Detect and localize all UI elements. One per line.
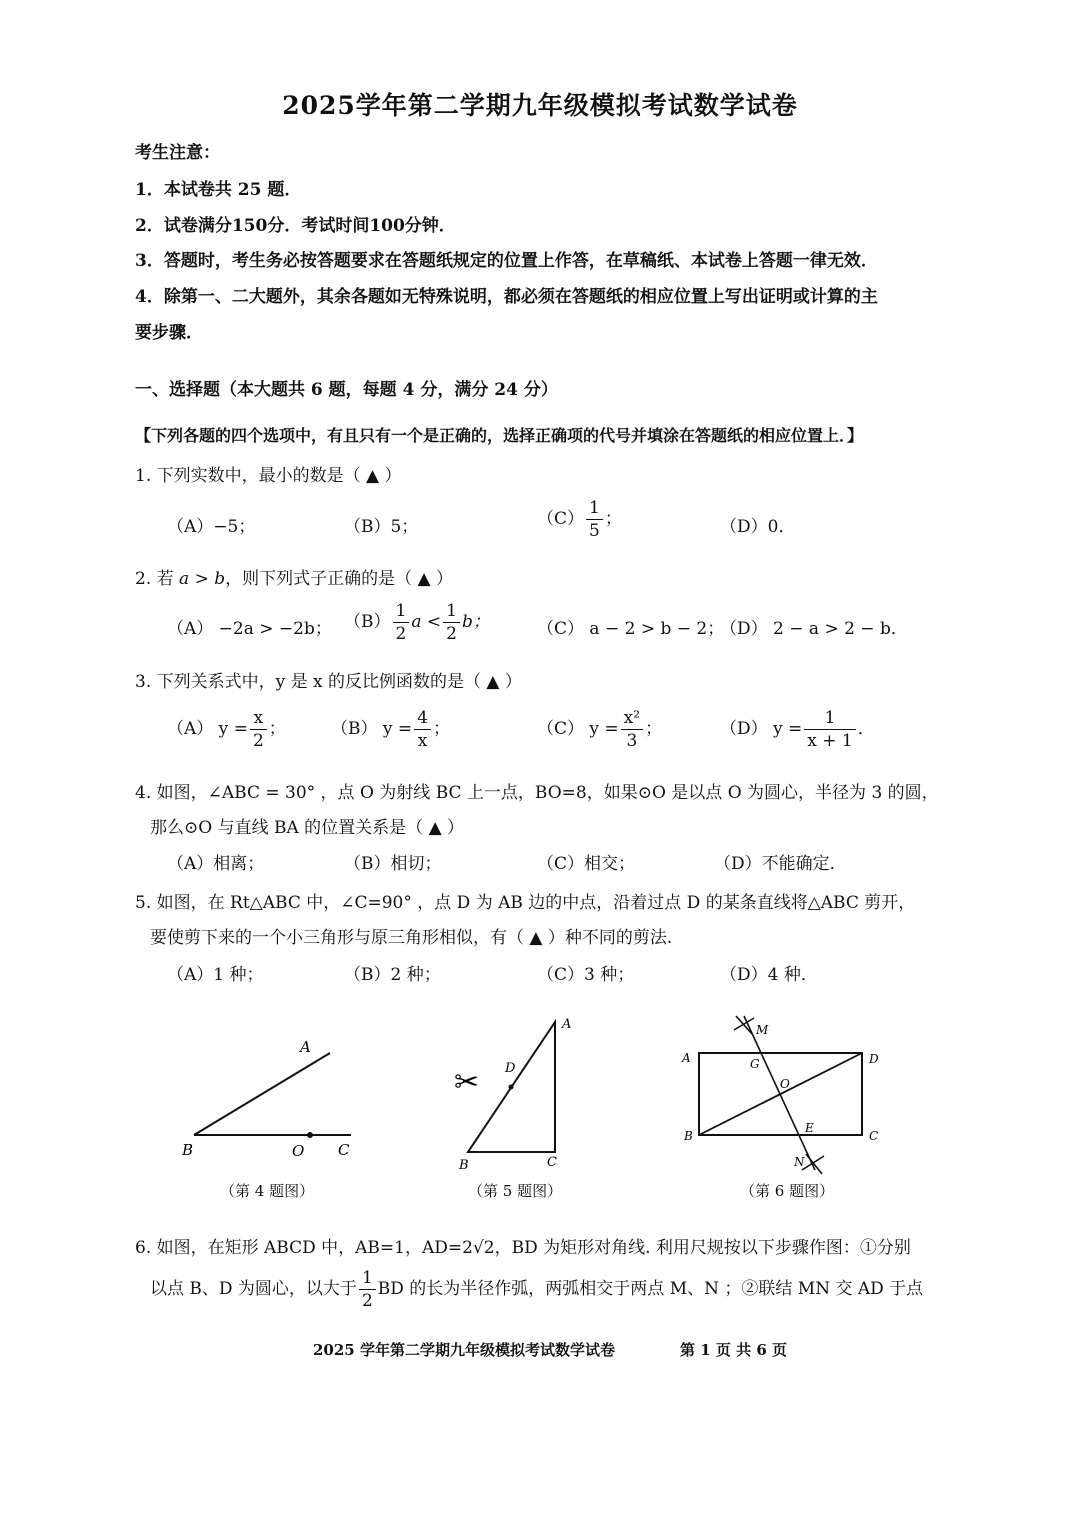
point-d [509,1085,514,1090]
q3-c-den: 3 [626,731,638,751]
arc-m-2 [736,1016,752,1034]
q3-option-b [331,707,450,752]
q6-frac-den: 2 [361,1291,373,1311]
question-5-line-2: 要使剪下来的一个小三角形与原三角形相似，有（ ▲ ）种不同的剪法. [150,928,673,948]
notice-item-3: 3．答题时，考生务必按答题要求在答题纸规定的位置上作答，在草稿纸、本试卷上答题一律无效． [135,251,878,271]
question-4-line-1: 4. 如图，∠ABC = 30° ，点 O 为射线 BC 上一点，BO=8，如果⊙O 是以点 O 为圆心，半径为 3 的圆， [135,783,939,803]
q1-c-fraction [586,497,603,542]
figure-6-caption: （第 6 题图） [740,1182,835,1200]
q3-b-num: 4 [414,707,431,730]
q3-b-sep: ； [432,719,450,739]
q5-option-a: （A）1 种； [167,965,264,985]
q6-line2-post: BD 的长为半径作弧，两弧相交于两点 M、N ；②联结 MN 交 AD 于点 [377,1279,924,1299]
ray-ba [194,1053,330,1135]
label-o: O [292,1142,305,1160]
label-a: A [682,1051,691,1065]
q3-d-end: ． [857,719,875,739]
label-a: A [562,1017,572,1032]
question-1-stem: 1. 下列实数中，最小的数是（ ▲ ） [135,466,402,486]
q3-c-fraction [621,707,643,752]
q5-option-b: （B）2 种； [344,965,441,985]
q1-option-a: （A）−5； [167,517,256,537]
label-c: C [338,1141,350,1159]
q2-stem-post: ，则下列式子正确的是（ ▲ ） [225,569,453,589]
q3-b-fraction [414,707,431,752]
point-o [307,1132,313,1138]
q5-option-c: （C）3 种； [537,965,635,985]
notice-item-2: 2．试卷满分150分．考试时间100分钟． [135,216,456,236]
q4-option-d: （D）不能确定． [714,854,847,874]
q2-option-c: （C） a − 2 > b − 2； [537,619,725,639]
q2-b-fraction-1 [393,600,410,645]
page-title: 2025学年第二学期九年级模拟考试数学试卷 [282,91,798,120]
notice-item-4-cont: 要步骤． [135,323,203,343]
q2-b-frac2-num: 1 [443,600,460,623]
notice-item-4: 4．除第一、二大题外，其余各题如无特殊说明，都必须在答题纸的相应位置上写出证明或计算的主 [135,287,878,307]
label-a: A [300,1038,311,1056]
label-n: N [794,1155,805,1169]
q1-option-d: （D）0． [720,517,796,537]
q3-a-fraction [250,707,267,752]
q2-b-mid: a < [411,612,442,632]
q1-c-numerator: 1 [586,497,603,520]
q3-d-label: （D） y = [720,719,803,739]
question-5-line-1: 5. 如图，在 Rt△ABC 中，∠C=90° ，点 D 为 AB 边的中点，沿着过点 D 的某条直线将△ABC 剪开， [135,893,916,913]
figure-4-caption: （第 4 题图） [220,1182,315,1200]
q3-d-fraction [804,707,855,752]
figure-5 [450,1012,580,1177]
label-m: M [756,1023,769,1037]
q4-option-c: （C）相交； [537,854,636,874]
q3-d-den: x + 1 [807,731,853,751]
label-b: B [182,1141,194,1159]
q3-b-label: （B） y = [331,719,413,739]
label-b: B [459,1158,469,1173]
question-2-stem [135,564,453,589]
q2-b-fraction-2 [443,600,460,645]
figure-6 [672,1008,892,1178]
q2-option-b [344,600,490,645]
arc-n-2 [806,1154,822,1174]
q3-a-den: 2 [252,731,264,751]
q6-line2-pre: 以点 B、D 为圆心，以大于 [150,1279,357,1299]
q3-option-d [720,707,875,752]
q3-c-sep: ； [645,719,663,739]
question-4-line-2: 那么⊙O 与直线 BA 的位置关系是（ ▲ ） [150,818,465,838]
q3-option-c [537,707,662,752]
q1-option-b: （B）5； [344,517,419,537]
question-6-line-1: 6. 如图，在矩形 ABCD 中，AB=1，AD=2√2，BD 为矩形对角线. 利用尺规按以下步骤作图：①分别 [135,1238,911,1258]
q2-stem-pre: 2. 若 [135,569,180,589]
question-3-stem: 3. 下列关系式中，y 是 x 的反比例函数的是（ ▲ ） [135,672,522,692]
q3-c-num: x² [621,707,643,730]
q3-d-num: 1 [804,707,855,730]
q5-option-d: （D）4 种． [720,965,818,985]
line-mn [744,1016,815,1170]
q3-a-num: x [250,707,267,730]
q1-option-c-tail: ； [604,509,622,529]
label-g: G [750,1057,760,1071]
q3-c-label: （C） y = [537,719,619,739]
q2-b-end: b； [461,612,490,632]
label-e: E [805,1121,814,1135]
q2-stem-var: a > b [179,569,226,589]
q2-option-b-label: （B） [344,612,391,632]
label-b: B [684,1129,693,1143]
notice-item-1: 1．本试卷共 25 题． [135,180,302,200]
q2-b-frac1-den: 2 [395,624,407,644]
q3-option-a [167,707,286,752]
label-c: C [547,1155,557,1170]
label-c: C [869,1129,879,1143]
q4-option-b: （B）相切； [344,854,442,874]
q6-frac-num: 1 [359,1267,376,1290]
q6-fraction [359,1267,376,1312]
scissors-icon: ✂ [454,1065,480,1100]
q2-b-frac2-den: 2 [446,624,457,644]
section-heading: 一、选择题（本大题共 6 题，每题 4 分，满分 24 分） [135,380,558,400]
figure-4 [170,1030,370,1165]
section-instruction: 【下列各题的四个选项中，有且只有一个是正确的，选择正确项的代号并填涂在答题纸的相应位置上．】 [135,426,864,445]
q3-a-sep: ； [268,719,286,739]
label-o: O [780,1077,790,1091]
q1-option-c-label: （C） [537,509,585,529]
q1-option-c [537,497,622,542]
notice-heading: 考生注意： [135,143,220,163]
q2-option-d: （D） 2 − a > 2 − b． [720,619,908,639]
question-6-line-2 [150,1267,923,1312]
q2-option-a: （A） −2a > −2b； [167,619,332,639]
q1-c-denominator: 5 [589,521,600,541]
q4-option-a: （A）相离； [167,854,265,874]
footer-page-number: 第 1 页 共 6 页 [680,1341,787,1359]
label-d: D [505,1061,516,1076]
q3-a-label: （A） y = [167,719,248,739]
q2-b-frac1-num: 1 [393,600,410,623]
footer-title: 2025 学年第二学期九年级模拟考试数学试卷 [313,1341,615,1359]
label-d: D [869,1052,879,1066]
figure-5-caption: （第 5 题图） [468,1182,563,1200]
q3-b-den: x [417,731,428,751]
